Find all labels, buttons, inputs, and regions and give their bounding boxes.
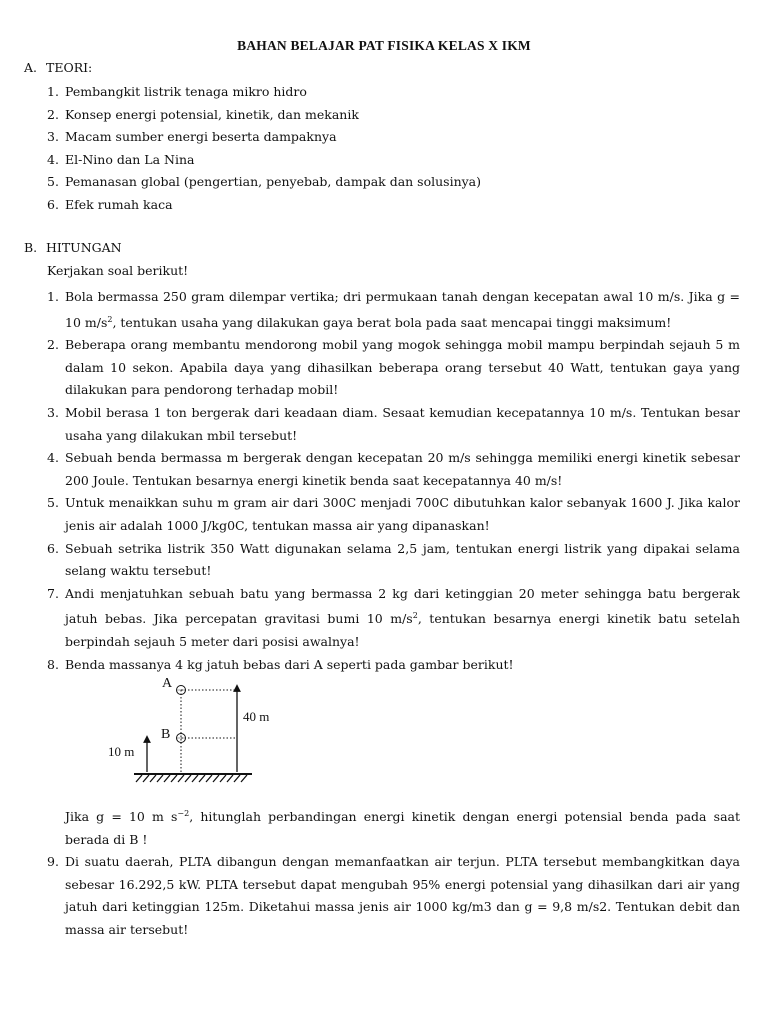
- question-text: Mobil berasa 1 ton bergerak dari keadaan diam. Sesaat kemudian kecepatannya 10 m/s. Tentukan besar usaha yang dilakukan mbil tersebut!: [65, 404, 740, 443]
- section-a-title: TEORI:: [46, 60, 93, 75]
- height-40m-label: 40 m: [243, 709, 270, 724]
- item-number: 3.: [47, 129, 59, 145]
- question-3: [47, 402, 740, 447]
- theory-list: [47, 81, 481, 217]
- question-text: Di suatu daerah, PLTA dibangun dengan memanfaatkan air terjun. PLTA tersebut membangkitkan daya sebesar 16.292,5 kW. PLTA tersebut dapat mengubah 95% energi potensial yang dihasilkan dari air yang jatuh dari ketinggian 125m. Diketahui massa jenis air 1000 kg/m3 dan g = 9,8 m/s2. Tentukan debit dan massa air tersebut!: [65, 854, 740, 937]
- question-text: Untuk menaikkan suhu m gram air dari 300C menjadi 700C dibutuhkan kalor sebanyak 1600 J. Jika kalor jenis air adalah 1000 J/kg0C, tentukan massa air yang dipanaskan!: [65, 495, 740, 533]
- item-text: Konsep energi potensial, kinetik, dan mekanik: [65, 106, 359, 122]
- point-b-label: B: [161, 727, 171, 742]
- section-b-heading: [24, 240, 122, 255]
- exercise-list-part2: [47, 803, 740, 942]
- item-number: 6.: [47, 540, 59, 556]
- list-item: [47, 194, 481, 217]
- question-2: [47, 334, 740, 402]
- item-number: 5.: [47, 495, 59, 511]
- item-number: 8.: [47, 656, 59, 672]
- item-number: 7.: [47, 585, 59, 601]
- list-item: [47, 171, 481, 194]
- section-b-label: B.: [24, 240, 38, 255]
- item-number: 4.: [47, 151, 59, 167]
- item-number: 4.: [47, 450, 59, 466]
- question-4: [47, 447, 740, 492]
- item-number: 9.: [47, 854, 59, 870]
- height-10m-label: 10 m: [108, 744, 135, 759]
- question-text: Jika g = 10 m $s^{-2}$, hitunglah perbandingan energi kinetik dengan energi potensial benda pada saat berada di B !: [65, 809, 740, 847]
- question-text: Benda massanya 4 kg jatuh bebas dari A seperti pada gambar berikut!: [65, 656, 514, 672]
- list-item: [47, 126, 481, 149]
- item-number: 3.: [47, 404, 59, 420]
- question-9: [47, 851, 740, 941]
- item-text: Pemanasan global (pengertian, penyebab, dampak dan solusinya): [65, 174, 482, 190]
- item-text: El-Nino dan La Nina: [65, 151, 195, 167]
- list-item: [47, 149, 481, 172]
- section-a-label: A.: [24, 60, 38, 75]
- item-text: Efek rumah kaca: [65, 196, 173, 212]
- question-text: Andi menjatuhkan sebuah batu yang bermassa 2 kg dari ketinggian 20 meter sehingga batu bergerak jatuh bebas. Jika percepatan gravitasi bumi 10 $m/s^2$, tentukan besarnya energi kinetik batu setelah berpindah sejauh 5 meter dari posisi awalnya!: [65, 585, 740, 649]
- document-title: BAHAN BELAJAR PAT FISIKA KELAS X IKM: [237, 38, 531, 53]
- point-a-label: A: [162, 676, 173, 691]
- question-8-note: [47, 803, 740, 851]
- exercise-list-part1: [47, 286, 740, 676]
- question-text: Beberapa orang membantu mendorong mobil yang mogok sehingga mobil mampu berpindah sejauh 5 m dalam 10 sekon. Apabila daya yang dihasilkan beberapa orang tersebut 40 Watt, tentukan gaya yang dilakukan para pendorong terhadap mobil!: [65, 337, 740, 398]
- item-number: 2.: [47, 106, 59, 122]
- question-6: [47, 538, 740, 583]
- question-5: [47, 492, 740, 537]
- item-text: Pembangkit listrik tenaga mikro hidro: [65, 84, 307, 99]
- ground-hatch: [136, 775, 247, 782]
- item-number: 2.: [47, 337, 59, 353]
- question-text: Sebuah benda bermassa m bergerak dengan kecepatan 20 m/s sehingga memiliki energi kinetik sebesar 200 Joule. Tentukan besarnya energi kinetik benda saat kecepatannya 40 m/s!: [65, 450, 740, 488]
- free-fall-diagram: [100, 668, 270, 793]
- item-number: 1.: [47, 289, 59, 304]
- question-text: Bola bermassa 250 gram dilempar vertika; dri permukaan tanah dengan kecepatan awal 10 m/s. Jika g = 10 $m/s^2$, tentukan usaha yang dilakukan gaya berat bola pada saat mencapai tinggi maksimum!: [65, 289, 740, 330]
- list-item: [47, 81, 481, 104]
- item-number: 1.: [47, 84, 59, 99]
- item-number: 6.: [47, 196, 59, 212]
- question-1: [47, 286, 740, 334]
- question-text: Sebuah setrika listrik 350 Watt digunakan selama 2,5 jam, tentukan energi listrik yang dipakai selama selang waktu tersebut!: [65, 540, 740, 579]
- item-text: Macam sumber energi beserta dampaknya: [65, 129, 337, 145]
- section-a-heading: [24, 60, 92, 75]
- section-b-intro: Kerjakan soal berikut!: [47, 263, 189, 278]
- list-item: [47, 104, 481, 127]
- section-b-title: HITUNGAN: [46, 240, 122, 255]
- item-number: 5.: [47, 174, 59, 190]
- question-7: [47, 583, 740, 654]
